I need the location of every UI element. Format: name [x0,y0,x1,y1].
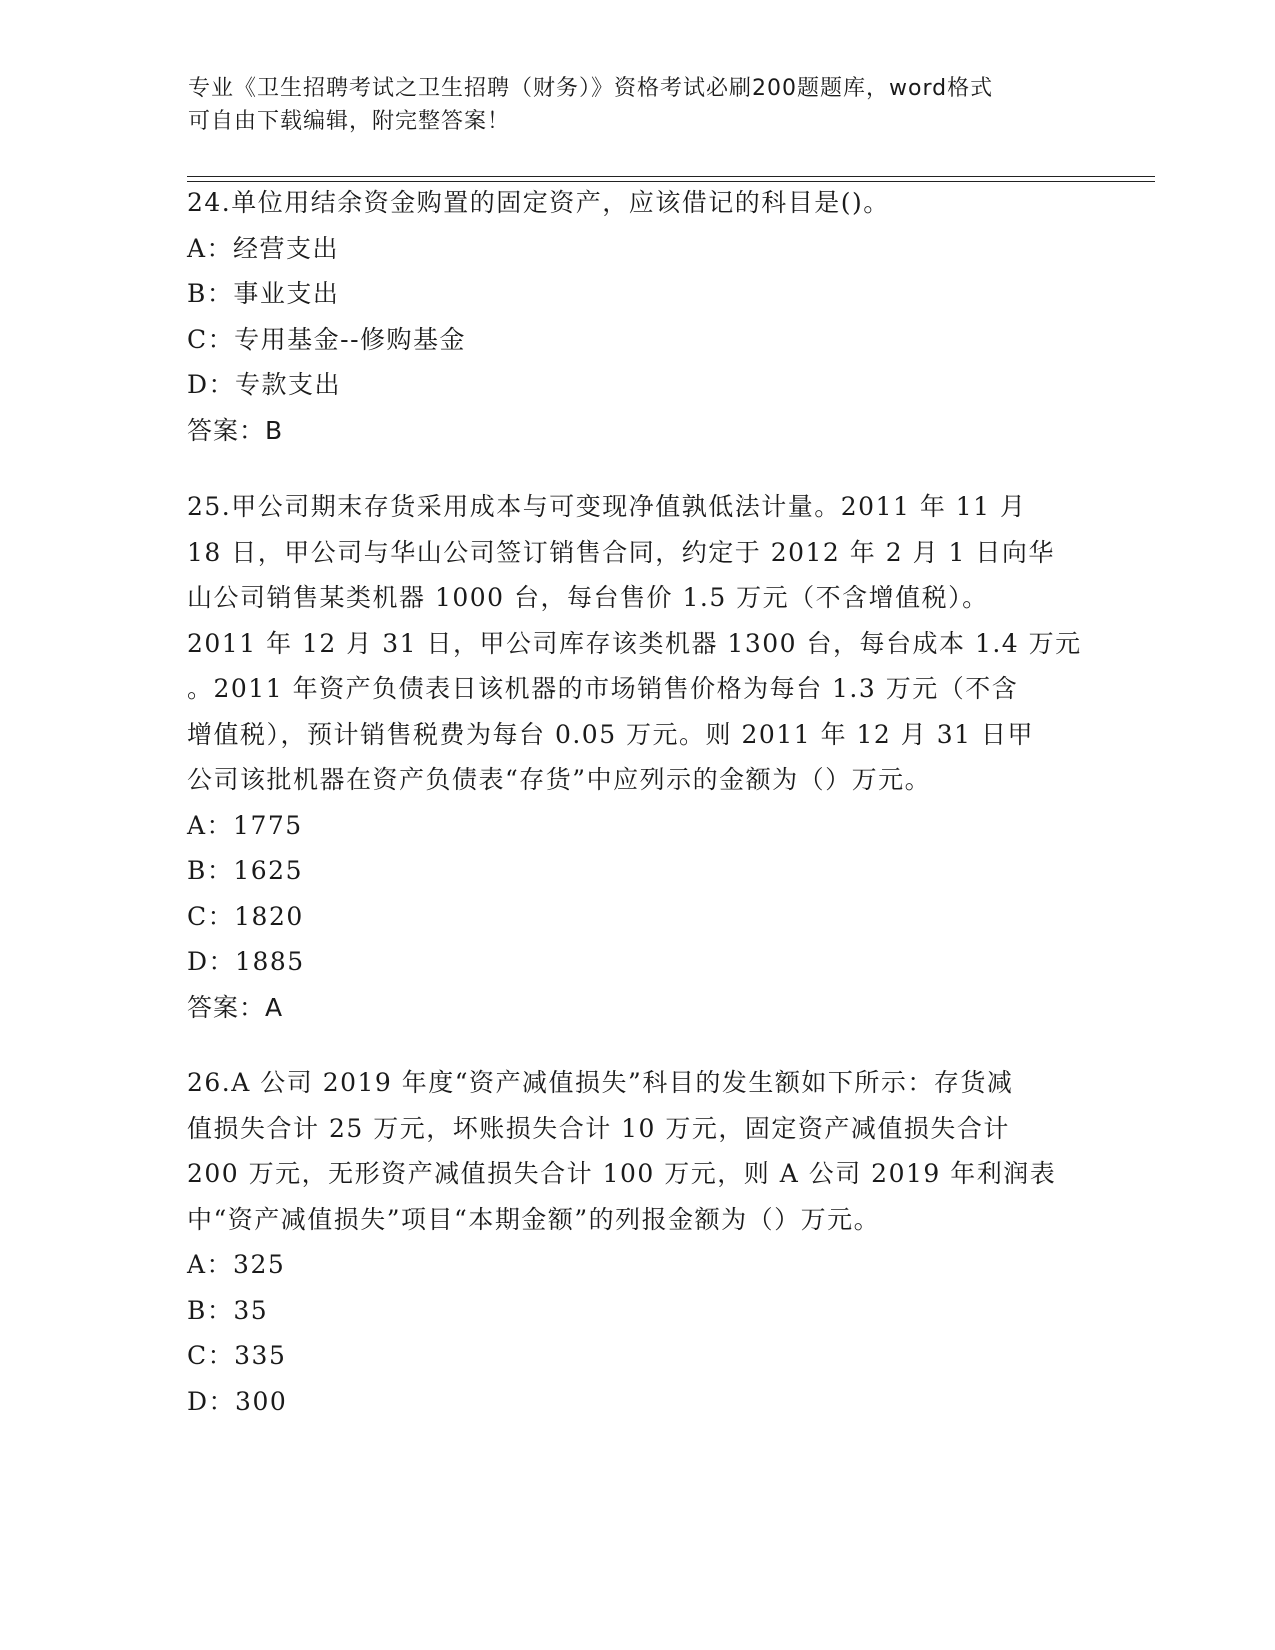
question-stem: 25.甲公司期末存货采用成本与可变现净值孰低法计量。2011 年 11 月 [187,492,1027,521]
question-stem: 增值税），预计销售税费为每台 0.05 万元。则 2011 年 12 月 31 日甲 [187,719,1034,749]
option-d: D：300 [187,1386,288,1416]
document-header [188,72,1088,138]
question-25 [187,484,1087,1030]
question-stem: 200 万元，无形资产减值损失合计 100 万元，则 A 公司 2019 年利润表 [187,1159,1057,1188]
option-b: B：35 [187,1295,269,1325]
question-stem: 值损失合计 25 万元，坏账损失合计 10 万元，固定资产减值损失合计 [187,1113,1010,1143]
question-stem: 18 日，甲公司与华山公司签订销售合同，约定于 2012 年 2 月 1 日向华 [187,537,1055,567]
option-b: B：1625 [187,856,303,885]
option-a: A：经营支出 [187,233,340,263]
question-stem: 公司该批机器在资产负债表“存货”中应列示的金额为（）万元。 [187,765,932,794]
option-c: C：335 [187,1341,287,1370]
question-stem: 2011 年 12 月 31 日，甲公司库存该类机器 1300 台，每台成本 1.4 万元 [187,628,1082,658]
option-c: C：1820 [187,901,304,931]
question-stem: 中“资产减值损失”项目“本期金额”的列报金额为（）万元。 [187,1204,881,1234]
question-24 [187,180,1087,453]
option-b: B：事业支出 [187,279,340,308]
answer: 答案：B [187,415,284,445]
question-stem: 。2011 年资产负债表日该机器的市场销售价格为每台 1.3 万元（不含 [187,674,1019,703]
header-line: 可自由下载编辑，附完整答案！ [188,109,511,134]
option-d: D：1885 [187,947,305,976]
question-26 [187,1060,1087,1424]
option-d: D：专款支出 [187,370,342,399]
question-stem: 24.单位用结余资金购置的固定资产，应该借记的科目是()。 [187,188,890,217]
header-divider [187,176,1155,177]
option-a: A：1775 [187,810,303,840]
question-stem: 26.A 公司 2019 年度“资产减值损失”科目的发生额如下所示：存货减 [187,1068,1014,1097]
option-a: A：325 [187,1250,286,1279]
option-c: C：专用基金--修购基金 [187,324,467,354]
question-stem: 山公司销售某类机器 1000 台，每台售价 1.5 万元（不含增值税）。 [187,583,989,612]
header-line: 专业《卫生招聘考试之卫生招聘（财务）》资格考试必刷200题题库，word格式 [188,76,994,101]
answer: 答案：A [187,992,284,1022]
